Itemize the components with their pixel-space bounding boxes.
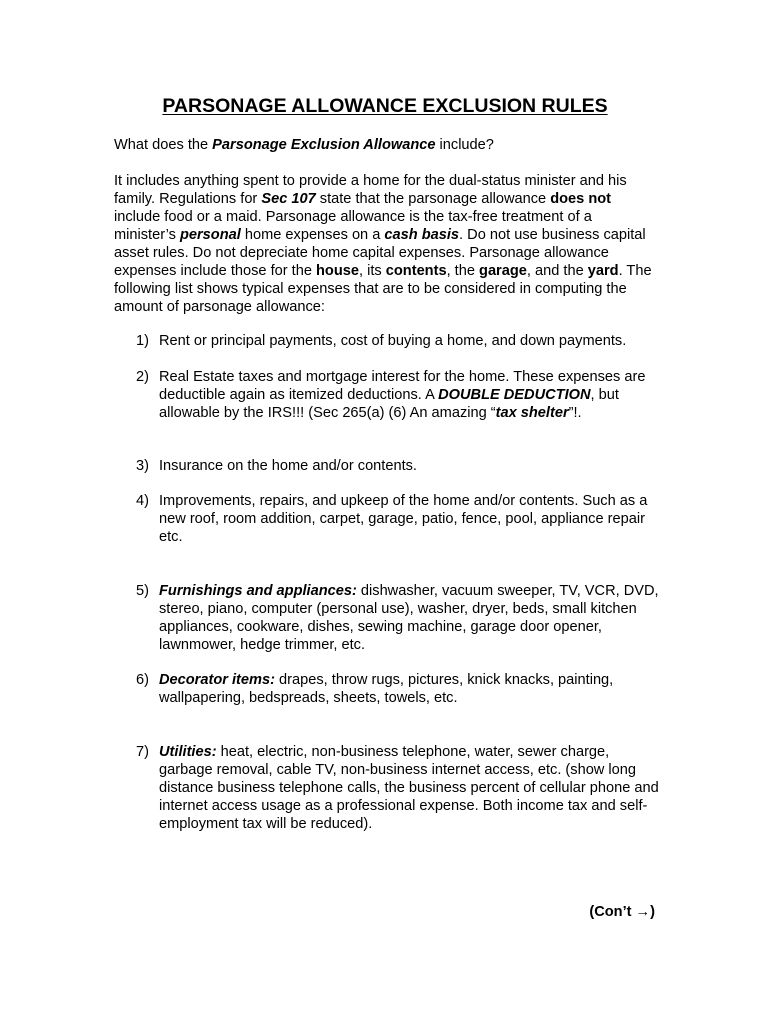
list-item-number: 1): [136, 333, 149, 349]
list-item-number: 7): [136, 744, 149, 760]
item-text-part: Real Estate taxes and mortgage interest for the home. These expenses are deductible again as itemized deductions. A: [159, 369, 646, 403]
question-text: What does the: [114, 137, 213, 153]
list-item-label: Decorator items:: [159, 672, 275, 688]
intro-text: It includes anything spent to provide a home for the dual-status minister and his family. Regulations for: [114, 173, 627, 207]
list-item-text: [159, 743, 659, 833]
house-emphasis: house: [316, 263, 359, 279]
list-item-text: [159, 582, 659, 654]
question-text-end: include?: [435, 137, 494, 153]
list-item-label: Utilities:: [159, 744, 217, 760]
intro-text: state that the parsonage allowance: [315, 191, 551, 207]
cash-basis-emphasis: cash basis: [384, 227, 460, 243]
intro-paragraph: [114, 172, 654, 316]
list-item-number: 3): [136, 458, 149, 474]
question-emphasis: Parsonage Exclusion Allowance: [212, 137, 436, 153]
garage-emphasis: garage: [479, 263, 527, 279]
list-item-text: Insurance on the home and/or contents.: [159, 458, 417, 474]
page-title: PARSONAGE ALLOWANCE EXCLUSION RULES: [162, 95, 608, 117]
intro-text: , and the: [526, 263, 588, 279]
contents-emphasis: contents: [385, 263, 447, 279]
double-deduction-emphasis: DOUBLE DEDUCTION: [438, 387, 591, 403]
list-item-number: 4): [136, 493, 149, 509]
list-item-text: Rent or principal payments, cost of buying a home, and down payments.: [159, 333, 627, 349]
item-text-part: dishwasher, vacuum sweeper, TV, VCR, DVD, stereo, piano, computer (personal use), washer, dryer, beds, small kitchen appliances, cookware, dishes, sewing machine, garage door opener, lawnmower, hedge trimmer, etc.: [159, 583, 659, 653]
intro-text: include food or a maid. Parsonage allowance is the tax-free treatment of a minister’s: [114, 209, 592, 243]
intro-text: . The following list shows typical expenses that are to be considered in computing the amount of parsonage allowance:: [114, 263, 652, 315]
continued-note: (Con’t →): [589, 904, 655, 920]
yard-emphasis: yard: [587, 263, 619, 279]
list-item-number: 6): [136, 672, 149, 688]
intro-text: . Do not use business capital asset rules. Do not depreciate home capital expenses. Parsonage allowance expenses include those for the: [114, 227, 646, 279]
item-text-part: , but allowable by the IRS!!! (Sec 265(a) (6) An amazing “: [159, 387, 619, 421]
personal-emphasis: personal: [179, 227, 241, 243]
list-item-text: [159, 368, 659, 422]
item-text-part: heat, electric, non-business telephone, water, sewer charge, garbage removal, cable TV, non-business internet access, etc. (show long distance business telephone calls, the business percent of cellular phone and internet access usage as a professional expense. Both income tax and self-employment tax will be reduced).: [159, 744, 659, 832]
list-item-label: Furnishings and appliances:: [159, 583, 357, 599]
list-item-text: Improvements, repairs, and upkeep of the home and/or contents. Such as a new roof, room addition, carpet, garage, patio, fence, pool, appliance repair etc.: [159, 493, 648, 545]
item-text-part: ”!.: [568, 405, 582, 421]
question-paragraph: [114, 136, 654, 154]
list-item-number: 5): [136, 583, 149, 599]
tax-shelter-emphasis: tax shelter: [495, 405, 569, 421]
intro-text: , the: [446, 263, 480, 279]
item-text-part: drapes, throw rugs, pictures, knick knacks, painting, wallpapering, bedspreads, sheets, towels, etc.: [159, 672, 614, 706]
list-item-number: 2): [136, 369, 149, 385]
sec-107-emphasis: Sec 107: [261, 191, 316, 207]
intro-text: home expenses on a: [240, 227, 385, 243]
list-item-text: [159, 671, 659, 707]
intro-text: , its: [359, 263, 386, 279]
does-not-emphasis: does not: [550, 191, 612, 207]
